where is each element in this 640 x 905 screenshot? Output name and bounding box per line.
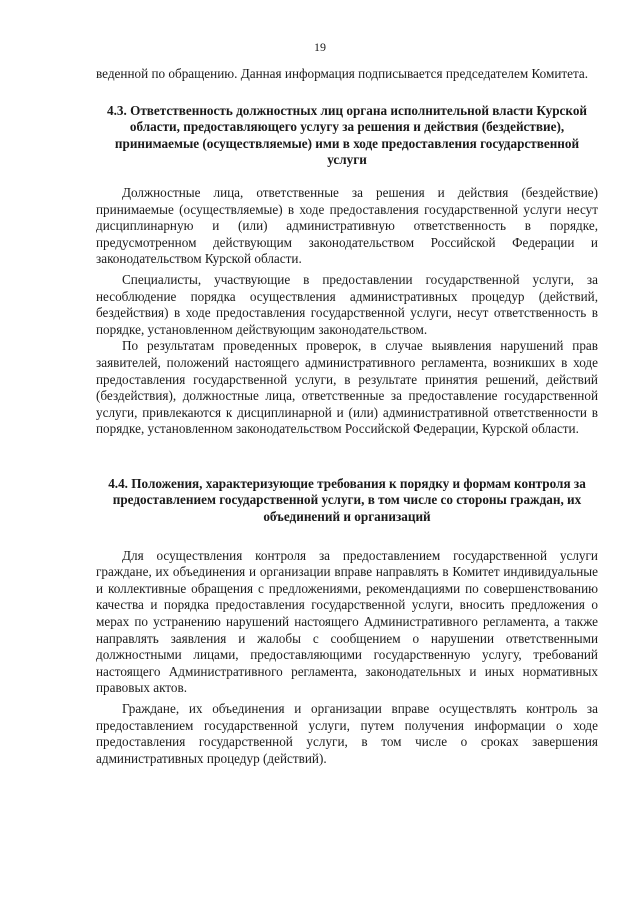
section-4-4-paragraph-1: Для осуществления контроля за предоставлением государственной услуги граждане, их объединения и организации вправе направлять в Комитет индивидуальные и коллективные обращения с предложениями, рекомендациями по совершенствованию качества и порядка предоставления государственной услуги, вносить предложения о мерах по устранению нарушений настоящего Административного регламента, а также направлять заявления и жалобы с сообщением о нарушении ответственными должностными лицами, предоставляющими государственную услугу, требований настоящего Административного регламента, законодательных и иных нормативных правовых актов. bbox=[96, 547, 598, 696]
section-4-4-paragraph-2: Граждане, их объединения и организации вправе осуществлять контроль за предоставлением государственной услуги, путем получения информации о ходе предоставления государственной услуги, в том числе о сроках завершения административных процедур (действий). bbox=[96, 701, 598, 766]
page-content bbox=[96, 66, 598, 767]
section-4-4-title: 4.4. Положения, характеризующие требования к порядку и формам контроля за предоставлением государственной услуги, в том числе со стороны граждан, их объединений и организаций bbox=[108, 475, 586, 525]
section-4-4-body bbox=[96, 548, 598, 768]
section-4-3-paragraph-1: Должностные лица, ответственные за решения и действия (бездействие) принимаемые (осуществляемые) в ходе предоставления государственной услуги несут дисциплинарную и (или) административную ответственность в порядке, предусмотренном действующим законодательством Российской Федерации и законодательством Курской области. bbox=[96, 184, 598, 267]
section-4-3-paragraph-2: Специалисты, участвующие в предоставлении государственной услуги, за несоблюдение порядка осуществления административных процедур (действий, бездействия) в ходе предоставления государственной услуги, несут ответственность в порядке, установленном действующим законодательством. bbox=[96, 271, 598, 337]
page-number: 19 bbox=[314, 40, 326, 54]
section-4-3-body bbox=[96, 185, 598, 438]
continuation-paragraph: веденной по обращению. Данная информация подписывается председателем Комитета. bbox=[96, 66, 589, 81]
section-4-3-paragraph-3: По результатам проведенных проверок, в случае выявления нарушений прав заявителей, положений настоящего административного регламента, возникших в ходе предоставления государственной услуги, в результате принятия решений, действий (бездействия), должностные лица, ответственные за предоставление государственной услуги, привлекаются к дисциплинарной и (или) административной ответственности в порядке, установленном законодательством Российской Федерации, Курской области. bbox=[96, 338, 598, 437]
section-4-3-title: 4.3. Ответственность должностных лиц органа исполнительной власти Курской области, предоставляющего услугу за решения и действия (бездействие), принимаемые (осуществляемые) ими в ходе предоставления государственной услуги bbox=[106, 102, 588, 168]
